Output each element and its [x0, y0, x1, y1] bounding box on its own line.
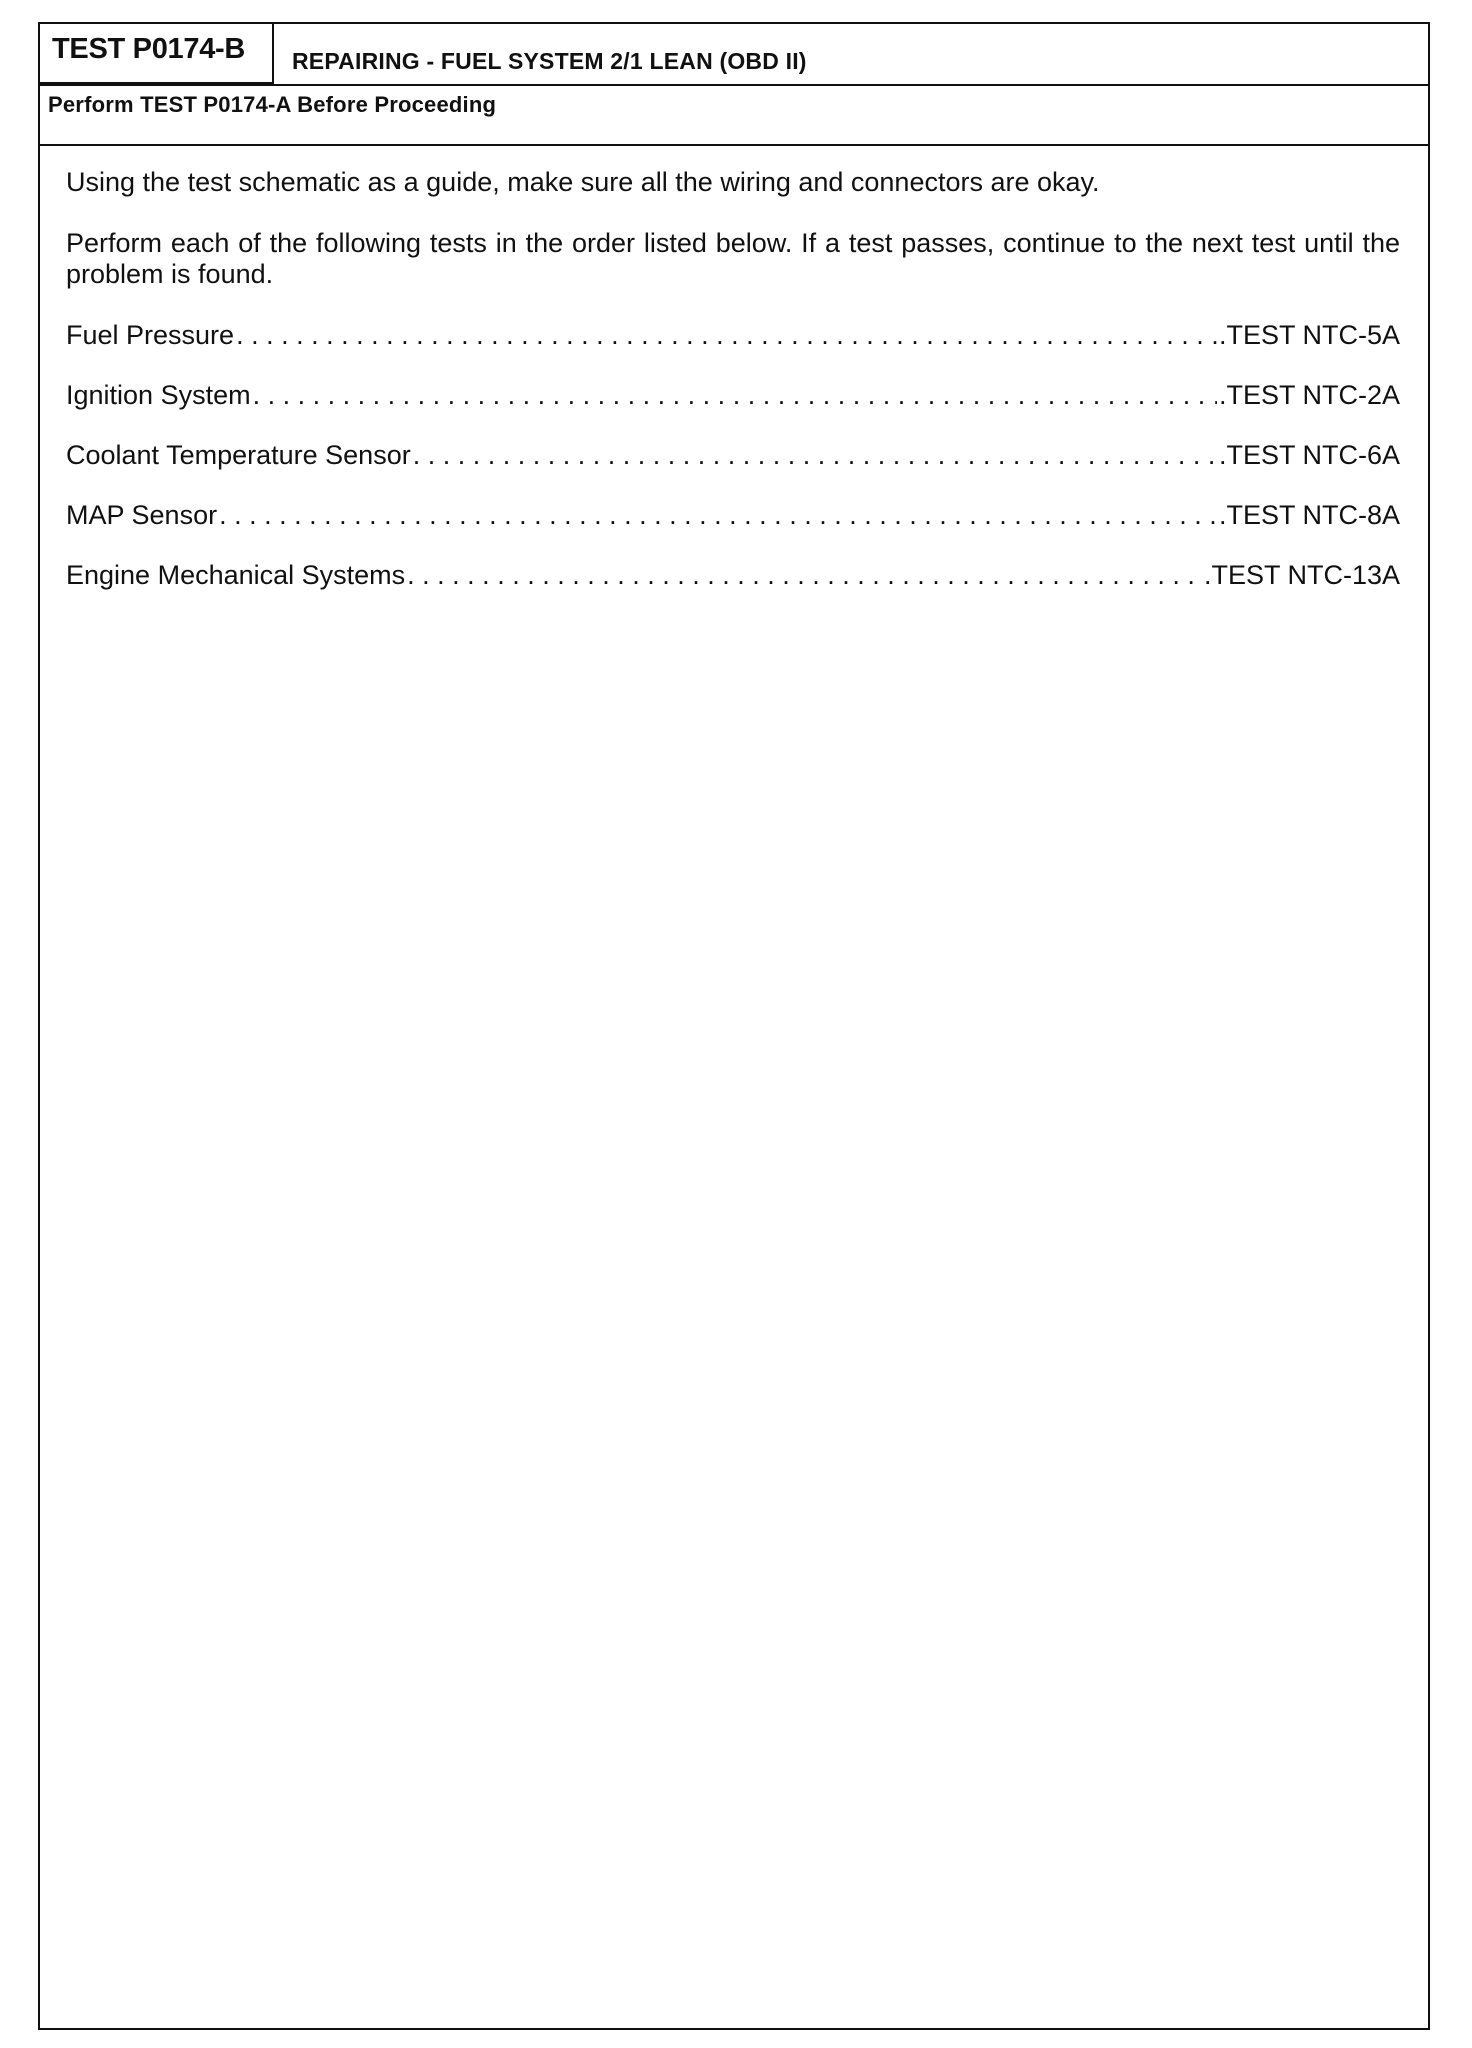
test-list-item: [66, 320, 1400, 380]
dot-leader: [236, 320, 1217, 351]
test-name: MAP Sensor: [66, 500, 218, 530]
instruction-paragraph: Using the test schematic as a guide, make sure all the wiring and connectors are okay.: [66, 167, 1100, 197]
page-title: REPAIRING - FUEL SYSTEM 2/1 LEAN (OBD II): [292, 48, 807, 74]
dot-leader: [407, 560, 1202, 591]
test-list-item: [66, 380, 1400, 440]
instruction-paragraph: Perform each of the following tests in the order listed below. If a test passes, continue to the next test until the problem is found.: [66, 228, 1400, 289]
dot-leader: [219, 500, 1217, 531]
test-name: Fuel Pressure: [66, 320, 235, 350]
test-procedure-page: [38, 22, 1430, 2030]
test-list-item: [66, 560, 1400, 620]
procedure-content: [66, 167, 1400, 620]
test-reference: .TEST NTC-13A: [1203, 560, 1400, 590]
test-reference: .TEST NTC-6A: [1218, 440, 1400, 470]
test-reference: .TEST NTC-2A: [1218, 380, 1400, 410]
dot-leader: [253, 380, 1217, 411]
dot-leader: [413, 440, 1217, 471]
test-list: [66, 320, 1400, 620]
test-reference: .TEST NTC-8A: [1218, 500, 1400, 530]
test-list-item: [66, 440, 1400, 500]
test-reference: .TEST NTC-5A: [1218, 320, 1400, 350]
prerequisite-note: Perform TEST P0174-A Before Proceeding: [48, 92, 497, 117]
test-name: Engine Mechanical Systems: [66, 560, 406, 590]
test-id: TEST P0174-B: [40, 24, 274, 84]
test-list-item: [66, 500, 1400, 560]
test-name: Coolant Temperature Sensor: [66, 440, 411, 470]
test-name: Ignition System: [66, 380, 251, 410]
